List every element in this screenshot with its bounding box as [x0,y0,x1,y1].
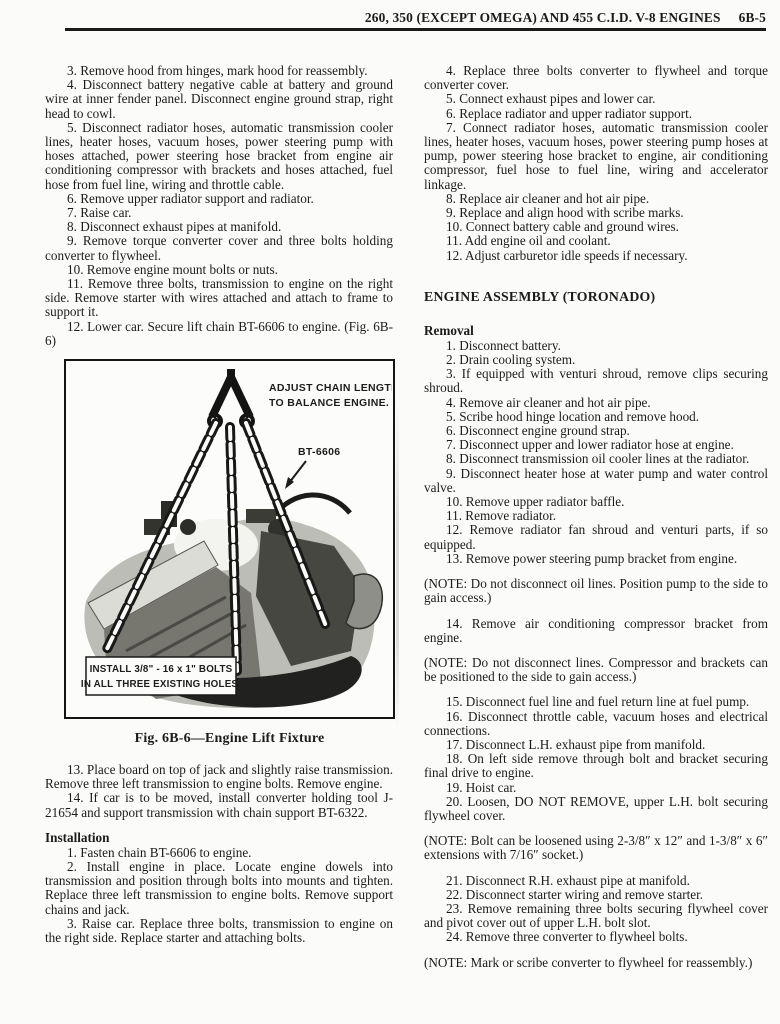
removal-heading: Removal [424,322,474,338]
step-paragraph: 11. Add engine oil and coolant. [446,233,611,249]
engine-lift-illustration [66,361,392,716]
figure-frame [64,359,395,719]
step-paragraph: 17. Disconnect L.H. exhaust pipe from manifold. [446,736,706,752]
step-paragraph: 8. Disconnect exhaust pipes at manifold. [67,219,282,235]
step-paragraph: 5. Scribe hood hinge location and remove hood. [446,408,700,424]
step-paragraph: 21. Disconnect R.H. exhaust pipe at manifold. [446,872,690,888]
step-paragraph: 9. Replace and align hood with scribe marks. [446,205,684,221]
step-paragraph: 1. Disconnect battery. [446,337,561,353]
step-paragraph: 2. Drain cooling system. [446,352,576,368]
step-paragraph: 7. Connect radiator hoses, automatic transmission cooler lines, heater hoses, vacuum hoses, power steering pump hoses at pump, power steering hose bracket to engine, air conditioning compressor, fuel hose to fuel line, wiring and accelerator linkage. [424,119,768,192]
step-paragraph: 10. Remove engine mount bolts or nuts. [67,261,278,277]
step-paragraph: 7. Raise car. [67,205,132,221]
page-fold-shadow [396,400,399,730]
step-paragraph: 24. Remove three converter to flywheel bolts. [446,929,688,945]
step-paragraph: 13. Place board on top of jack and slightly raise transmission. Remove three left transmission to engine bolts. Remove engine. [45,762,393,792]
step-paragraph: 16. Disconnect throttle cable, vacuum hoses and electrical connections. [424,708,768,738]
step-paragraph: 12. Remove radiator fan shroud and venturi parts, if so equipped. [424,522,768,552]
step-paragraph: 15. Disconnect fuel line and fuel return line at fuel pump. [446,694,750,710]
step-paragraph: 13. Remove power steering pump bracket from engine. [446,550,738,566]
step-paragraph: 23. Remove remaining three bolts securing flywheel cover and pivot cover out of upper L.H. bolt slot. [424,900,768,931]
step-paragraph: 6. Replace radiator and upper radiator support. [446,105,693,121]
step-paragraph: 12. Lower car. Secure lift chain BT-6606 to engine. (Fig. 6B-6) [45,318,393,348]
engine-assembly-toronado-heading: ENGINE ASSEMBLY (TORONADO) [424,288,656,304]
step-paragraph: 19. Hoist car. [446,779,517,795]
note-paragraph: (NOTE: Bolt can be loosened using 2-3/8″ x 12″ and 1-3/8″ x 6″ extensions with 7/16″ socket.) [424,833,768,863]
step-paragraph: 12. Adjust carburetor idle speeds if necessary. [446,247,688,263]
figure-install-label-line2: IN ALL THREE EXISTING HOLES. [80,679,242,691]
left-column [45,64,393,945]
page-header-title: 260, 350 (EXCEPT OMEGA) AND 455 C.I.D. V-8 ENGINES [364,10,721,25]
page-header [365,10,766,26]
step-paragraph: 4. Replace three bolts converter to flywheel and torque converter cover. [424,63,768,93]
step-paragraph: 5. Disconnect radiator hoses, automatic transmission cooler lines, heater hoses, vacuum hoses, power steering pump with hoses attached, power steering hose bracket from engine air conditioning compressor with brackets and hoses attached, fuel hose from fuel line, wiring and throttle cable. [45,119,393,192]
installation-heading: Installation [45,829,110,845]
right-column [424,64,768,981]
step-paragraph: 11. Remove radiator. [446,508,557,524]
step-paragraph: 4. Remove air cleaner and hot air pipe. [446,394,651,410]
note-paragraph: (NOTE: Mark or scribe converter to flywheel for reassembly.) [424,954,753,970]
step-paragraph: 6. Remove upper radiator support and radiator. [67,190,314,206]
figure-caption: Fig. 6B-6—Engine Lift Fixture [134,731,325,747]
step-paragraph: 11. Remove three bolts, transmission to engine on the right side. Remove starter with wires attached and attach to frame to support it. [45,276,393,320]
engine-lift-figure [64,359,395,747]
step-paragraph: 10. Connect battery cable and ground wires. [446,219,679,235]
figure-adjust-label-line2: TO BALANCE ENGINE. [269,397,390,410]
step-paragraph: 22. Disconnect starter wiring and remove starter. [446,886,704,902]
step-paragraph: 20. Loosen, DO NOT REMOVE, upper L.H. bolt securing flywheel cover. [424,793,768,823]
step-paragraph: 2. Install engine in place. Locate engine dowels into transmission and position through bolts into mounts and tighten. Replace three left transmission to engine bolts. Remove support chains and jack. [45,859,393,917]
tool-label-arrow [285,461,306,489]
install-note-box [81,657,241,695]
step-paragraph: 9. Remove torque converter cover and three bolts holding converter to flywheel. [45,233,393,263]
figure-install-label-line1: INSTALL 3/8" - 16 x 1" BOLTS [89,664,233,676]
step-paragraph: 14. Remove air conditioning compressor bracket from engine. [424,615,768,645]
step-paragraph: 14. If car is to be moved, install converter holding tool J-21654 and support transmission with chain support BT-6322. [45,790,393,820]
step-paragraph: 8. Disconnect transmission oil cooler lines at the radiator. [446,451,750,467]
step-paragraph: 8. Replace air cleaner and hot air pipe. [446,190,650,206]
figure-adjust-label-line1: ADJUST CHAIN LENGTH [269,382,392,395]
step-paragraph: 9. Disconnect heater hose at water pump and water control valve. [424,465,768,495]
header-rule [65,28,766,31]
note-paragraph: (NOTE: Do not disconnect oil lines. Position pump to the side to gain access.) [424,576,768,606]
step-paragraph: 7. Disconnect upper and lower radiator hose at engine. [446,437,734,453]
step-paragraph: 10. Remove upper radiator baffle. [446,494,625,510]
figure-tool-label: BT-6606 [298,446,341,459]
step-paragraph: 18. On left side remove through bolt and bracket securing final drive to engine. [424,751,768,781]
note-paragraph: (NOTE: Do not disconnect lines. Compressor and brackets can be positioned to the side to gain access.) [424,654,768,685]
step-paragraph: 3. If equipped with venturi shroud, remove clips securing shroud. [424,366,768,396]
step-paragraph: 6. Disconnect engine ground strap. [446,423,630,439]
step-paragraph: 4. Disconnect battery negative cable at battery and ground wire at inner fender panel. Disconnect engine ground strap, right head to cowl. [45,77,393,121]
page-number: 6B-5 [738,10,766,25]
step-paragraph: 3. Raise car. Replace three bolts, transmission to engine on the right side. Replace starter and attaching bolts. [45,915,393,946]
step-paragraph: 3. Remove hood from hinges, mark hood for reassembly. [67,63,368,78]
step-paragraph: 1. Fasten chain BT-6606 to engine. [67,844,252,860]
step-paragraph: 5. Connect exhaust pipes and lower car. [446,91,656,107]
